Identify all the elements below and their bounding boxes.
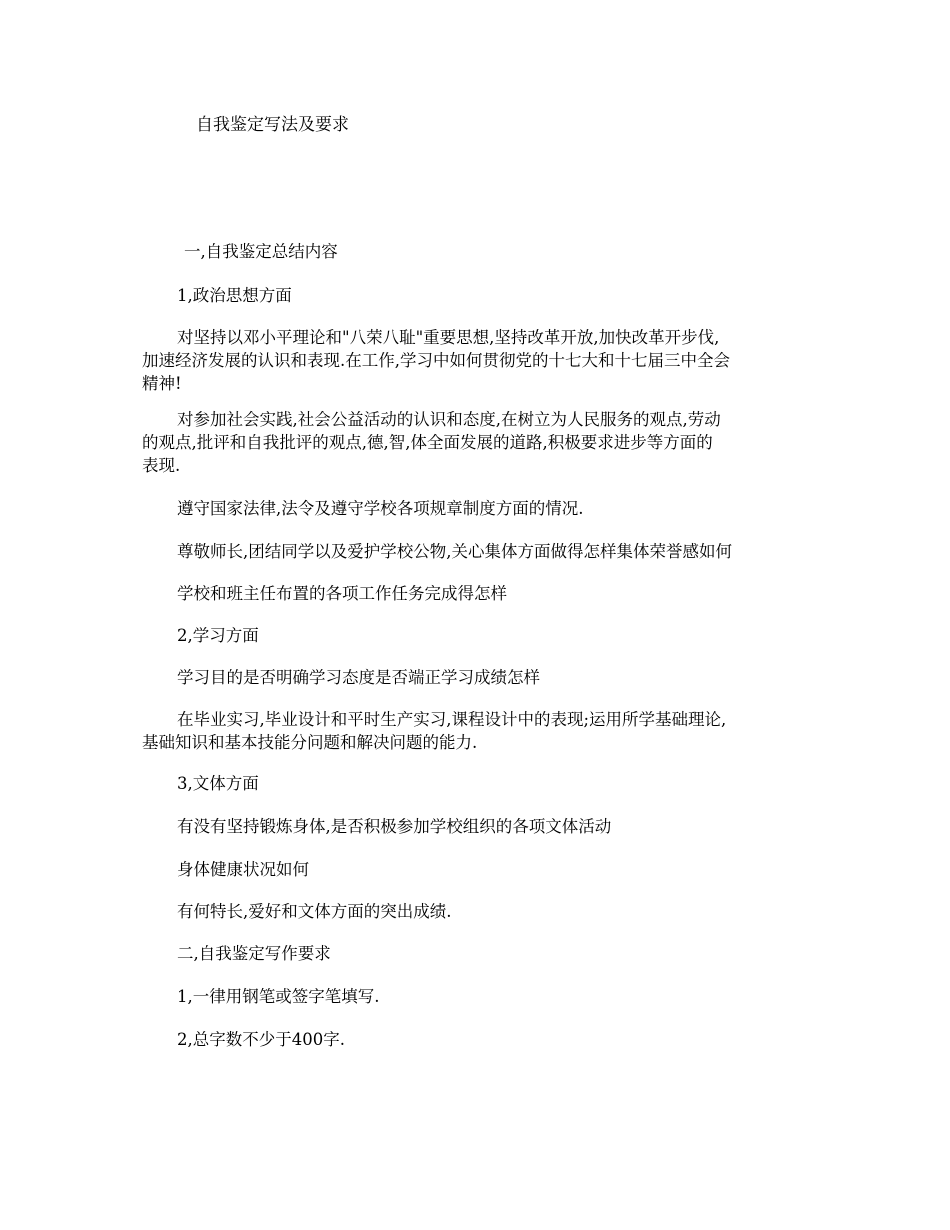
requirement-item-1 <box>142 985 814 1008</box>
text-line: 2,总字数不少于400字. <box>177 1030 345 1049</box>
text-line: 在毕业实习,毕业设计和平时生产实习,课程设计中的表现;运用所学基础理论, <box>177 710 727 729</box>
paragraph-exercise <box>142 815 814 838</box>
section-heading-2 <box>142 942 814 965</box>
text-line: 1,一律用钢笔或签字笔填写. <box>177 987 380 1006</box>
text-line: 学校和班主任布置的各项工作任务完成得怎样 <box>177 584 507 603</box>
requirement-item-2 <box>142 1028 814 1051</box>
paragraph-tasks <box>142 582 814 605</box>
text-line: 尊敬师长,团结同学以及爱护学校公物,关心集体方面做得怎样集体荣誉感如何 <box>177 542 732 561</box>
text-line: 对坚持以邓小平理论和"八荣八耻"重要思想,坚持改革开放,加快改革开步伐, <box>177 328 720 347</box>
text-line: 加速经济发展的认识和表现.在工作,学习中如何贯彻党的十七大和十七届三中全会 <box>142 351 730 370</box>
subsection-heading-sports <box>142 772 814 795</box>
text-line: 的观点,批评和自我批评的观点,德,智,体全面发展的道路,积极要求进步等方面的 <box>142 433 713 452</box>
text-line: 3,文体方面 <box>177 774 259 793</box>
paragraph-respect <box>142 540 814 563</box>
text-line: 对参加社会实践,社会公益活动的认识和态度,在树立为人民服务的观点,劳动 <box>177 410 721 429</box>
subsection-heading-politics <box>142 284 814 307</box>
text-line: 1,政治思想方面 <box>177 286 292 305</box>
text-line: 身体健康状况如何 <box>177 860 309 879</box>
section-heading-1 <box>142 240 814 263</box>
paragraph-internship <box>142 708 814 754</box>
text-line: 基础知识和基本技能分问题和解决问题的能力. <box>142 733 478 752</box>
document-title: 自我鉴定写法及要求 <box>196 115 349 135</box>
text-line: 遵守国家法律,法令及遵守学校各项规章制度方面的情况. <box>177 499 584 518</box>
paragraph-law <box>142 497 814 520</box>
text-line: 2,学习方面 <box>177 626 259 645</box>
text-line: 有何特长,爱好和文体方面的突出成绩. <box>177 902 452 921</box>
paragraph-talents <box>142 900 814 923</box>
text-line: 精神! <box>142 374 182 393</box>
text-line: 一,自我鉴定总结内容 <box>184 242 338 261</box>
text-line: 二,自我鉴定写作要求 <box>177 944 331 963</box>
subsection-heading-study <box>142 624 814 647</box>
text-line: 有没有坚持锻炼身体,是否积极参加学校组织的各项文体活动 <box>177 817 612 836</box>
paragraph-social-practice <box>142 408 814 477</box>
paragraph-study-goals <box>142 666 814 689</box>
text-line: 学习目的是否明确学习态度是否端正学习成绩怎样 <box>177 668 540 687</box>
text-line: 表现. <box>142 456 181 475</box>
paragraph-health <box>142 858 814 881</box>
paragraph-theory <box>142 326 814 395</box>
